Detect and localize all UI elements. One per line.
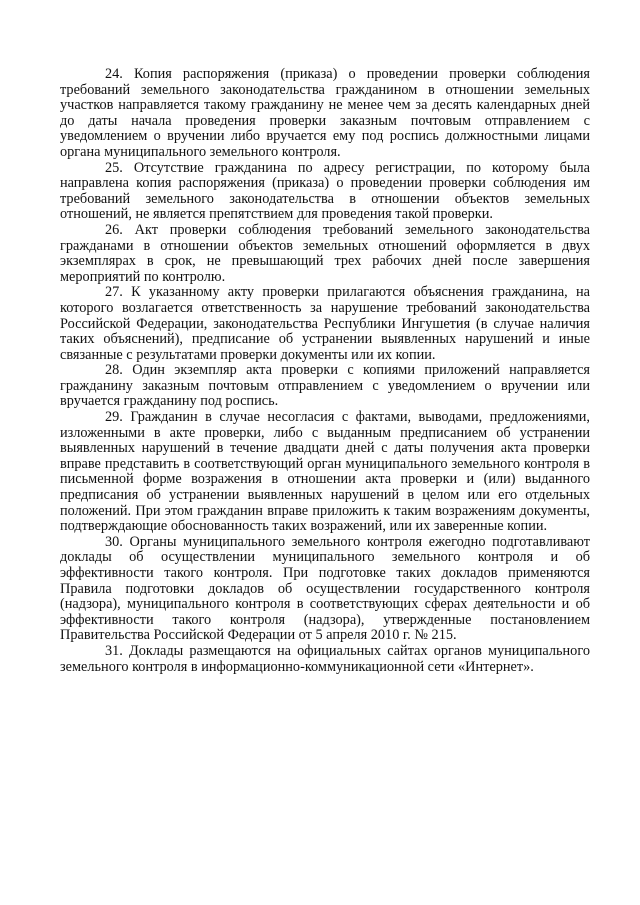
paragraph-30: 30. Органы муниципального земельного контроля ежегодно подготавливают доклады об осуществлении муниципального земельного контроля и об эффективности такого контроля. При подготовке таких докладов применяются Правила подготовки докладов об осуществлении государственного контроля (надзора), муниципального контроля в соответствующих сферах деятельности и об эффективности такого контроля (надзора), утвержденные постановлением Правительства Российской Федерации от 5 апреля 2010 г. № 215. (60, 533, 590, 644)
document-page (60, 67, 590, 675)
paragraph-24: 24. Копия распоряжения (приказа) о проведении проверки соблюдения требований земельного законодательства гражданином в отношении земельных участков направляется такому гражданину не менее чем за десять календарных дней до даты начала проведения проверки заказным почтовым отправлением с уведомлением о вручении либо вручается ему под роспись должностными лицами органа муниципального земельного контроля. (60, 66, 590, 160)
paragraph-26: 26. Акт проверки соблюдения требований земельного законодательства гражданами в отношении объектов земельных отношений оформляется в двух экземплярах в срок, не превышающий трех рабочих дней после завершения мероприятий по контролю. (60, 221, 590, 285)
paragraph-29: 29. Гражданин в случае несогласия с фактами, выводами, предложениями, изложенными в акте проверки, либо с выданным предписанием об устранении выявленных нарушений в течение двадцати дней с даты получения акта проверки вправе представить в соответствующий орган муниципального земельного контроля в письменной форме возражения в отношении акта проверки и (или) выданного предписания об устранении выявленных нарушений в целом или его отдельных положений. При этом гражданин вправе приложить к таким возражениям документы, подтверждающие обоснованность таких возражений, или их заверенные копии. (60, 409, 590, 535)
paragraph-31: 31. Доклады размещаются на официальных сайтах органов муниципального земельного контроля в информационно-коммуникационной сети «Интернет». (60, 642, 590, 675)
paragraph-28: 28. Один экземпляр акта проверки с копиями приложений направляется гражданину заказным почтовым отправлением с уведомлением о вручении или вручается гражданину под роспись. (60, 362, 590, 410)
paragraph-25: 25. Отсутствие гражданина по адресу регистрации, по которому была направлена копия распоряжения (приказа) о проведении проверки соблюдения им требований земельного законодательства в отношении объектов земельных отношений, не является препятствием для проведения такой проверки. (60, 159, 590, 223)
paragraph-27: 27. К указанному акту проверки прилагаются объяснения гражданина, на которого возлагается ответственность за нарушение требований законодательства Российской Федерации, законодательства Республики Ингушетия (в случае наличия таких объяснений), предписание об устранении выявленных нарушений и иные связанные с результатами проверки документы или их копии. (60, 284, 590, 363)
